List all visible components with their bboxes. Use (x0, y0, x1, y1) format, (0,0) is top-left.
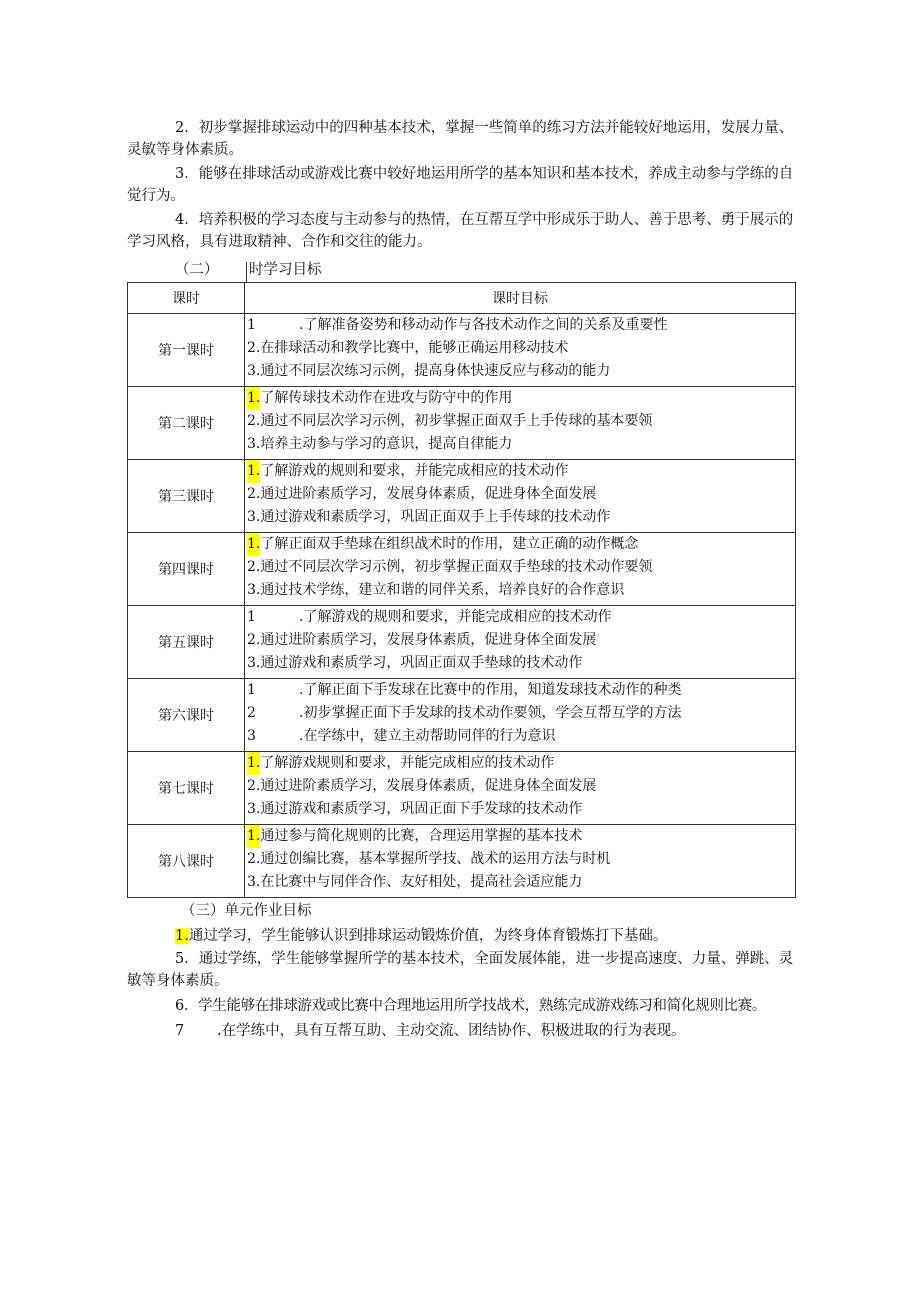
goal-item (247, 871, 795, 894)
table-row (128, 533, 796, 606)
goals-cell (245, 679, 796, 752)
goal-item-number: 3. (247, 655, 261, 671)
goal-item (247, 433, 795, 456)
goal-item-text: 通过游戏和素质学习，巩固正面下手发球的技术动作 (260, 801, 583, 817)
goals-cell (245, 752, 796, 825)
goal-item (247, 483, 795, 506)
goal-item (247, 752, 795, 775)
goal-item-text: 通过不同层次学习示例，初步掌握正面双手垫球的技术动作要领 (260, 559, 653, 575)
section-3-title: （三）单元作业目标 (181, 903, 312, 919)
goal-item (247, 825, 795, 848)
goal-item (247, 314, 795, 337)
goal-item-text: .初步掌握正面下手发球的技术动作要领，学会互帮互学的方法 (299, 705, 682, 721)
goal-item (247, 775, 795, 798)
goal-item-number: 1. (247, 460, 260, 483)
goal-item-text: .在学练中，建立主动帮助同伴的行为意识 (299, 728, 556, 744)
lesson-cell: 第三课时 (128, 460, 245, 533)
goals-cell (245, 460, 796, 533)
section-2-number: （二） (175, 262, 219, 278)
goal-item-number: 2. (247, 340, 261, 356)
goal-item-text: 通过进阶素质学习，发展身体素质，促进身体全面发展 (260, 632, 597, 648)
goal-item-number: 2. (247, 413, 261, 429)
goal-item-number: 2. (247, 778, 261, 794)
goals-cell (245, 314, 796, 387)
goal-item (247, 533, 795, 556)
goal-item-number: 1. (247, 533, 260, 556)
table-header-row (128, 283, 796, 314)
intro-paragraph-2: 2．初步掌握排球运动中的四种基本技术，掌握一些简单的练习方法并能较好地运用，发展力量、灵敏等身体素质。 (127, 120, 794, 158)
goal-item (247, 798, 795, 821)
goal-item (247, 506, 795, 529)
goal-item-text: 通过游戏和素质学习，巩固正面双手上手传球的技术动作 (260, 509, 611, 525)
goal-item (247, 387, 795, 410)
goal-item-text: 通过技术学练，建立和谐的同伴关系，培养良好的合作意识 (260, 582, 625, 598)
homework-goal-6: 6．学生能够在排球游戏或比赛中合理地运用所学技战术，熟练完成游戏练习和简化规则比赛。 (175, 998, 767, 1014)
goal-item-text: 在排球活动和教学比赛中，能够正确运用移动技术 (260, 340, 569, 356)
table-row (128, 679, 796, 752)
goal-item-number: 1 (247, 682, 256, 698)
goals-cell (245, 533, 796, 606)
table-row (128, 460, 796, 533)
section-2-divider (246, 262, 247, 282)
lesson-cell: 第二课时 (128, 387, 245, 460)
lesson-cell: 第七课时 (128, 752, 245, 825)
goal-item-number: 2. (247, 559, 261, 575)
intro-paragraph-4: 4．培养积极的学习态度与主动参与的热情，在互帮互学中形成乐于助人、善于思考、勇于展示的学习风格，具有进取精神、合作和交往的能力。 (127, 212, 794, 250)
lesson-cell: 第五课时 (128, 606, 245, 679)
goal-item-text: 了解游戏规则和要求，并能完成相应的技术动作 (260, 755, 555, 771)
homework-goal-1-text: 通过学习，学生能够认识到排球运动锻炼价值，为终身体育锻炼打下基础。 (188, 928, 668, 944)
goal-item (247, 337, 795, 360)
goal-item-number: 1 (247, 609, 256, 625)
intro-paragraph-3: 3．能够在排球活动或游戏比赛中较好地运用所学的基本知识和基本技术，养成主动参与学练的自觉行为。 (127, 166, 794, 204)
homework-goal-1-number: 1. (175, 928, 189, 944)
goal-item-number: 3. (247, 582, 261, 598)
table-row (128, 606, 796, 679)
goal-item-text: 在比赛中与同伴合作、友好相处，提高社会适应能力 (260, 874, 583, 890)
lesson-goals-table (127, 282, 796, 898)
homework-goal-7-number: 7 (175, 1023, 185, 1039)
homework-goal-5: 5．通过学练，学生能够掌握所学的基本技术，全面发展体能，进一步提高速度、力量、弹跳、灵敏等身体素质。 (127, 951, 794, 989)
goal-item-text: 通过不同层次学习示例，初步掌握正面双手上手传球的基本要领 (260, 413, 653, 429)
goal-item-number: 2. (247, 632, 261, 648)
goal-item-text: .了解正面下手发球在比赛中的作用，知道发球技术动作的种类 (299, 682, 682, 698)
goal-item-number: 1. (247, 825, 260, 848)
goal-item-text: 通过不同层次练习示例，提高身体快速反应与移动的能力 (260, 363, 611, 379)
homework-goal-7 (175, 1020, 845, 1042)
goal-item-text: .了解准备姿势和移动动作与各技术动作之间的关系及重要性 (299, 317, 668, 333)
goal-item (247, 360, 795, 383)
goal-item-text: 通过参与简化规则的比赛，合理运用掌握的基本技术 (260, 828, 583, 844)
goal-item-text: 了解正面双手垫球在组织战术时的作用，建立正确的动作概念 (260, 536, 639, 552)
goal-item (247, 652, 795, 675)
table-row (128, 825, 796, 898)
header-lesson: 课时 (128, 283, 245, 314)
goals-cell (245, 825, 796, 898)
goal-item-number: 3. (247, 436, 261, 452)
goal-item-number: 2. (247, 851, 261, 867)
goal-item-text: 了解游戏的规则和要求，并能完成相应的技术动作 (260, 463, 569, 479)
goal-item (247, 579, 795, 602)
goal-item-number: 3. (247, 874, 261, 890)
goal-item (247, 848, 795, 871)
goal-item-number: 1 (247, 317, 256, 333)
homework-goal-1 (175, 925, 845, 947)
goal-item-text: .了解游戏的规则和要求，并能完成相应的技术动作 (299, 609, 612, 625)
goal-item (247, 725, 795, 748)
lesson-cell: 第八课时 (128, 825, 245, 898)
goal-item (247, 606, 795, 629)
goal-item (247, 460, 795, 483)
table-row (128, 752, 796, 825)
goal-item-text: 通过进阶素质学习，发展身体素质，促进身体全面发展 (260, 778, 597, 794)
goal-item (247, 629, 795, 652)
header-goals: 课时目标 (245, 283, 796, 314)
table-row (128, 387, 796, 460)
goal-item-number: 3. (247, 509, 261, 525)
goal-item-number: 3 (247, 728, 256, 744)
goal-item-text: 通过游戏和素质学习，巩固正面双手垫球的技术动作 (260, 655, 583, 671)
goal-item-number: 2 (247, 705, 256, 721)
goal-item-number: 2. (247, 486, 261, 502)
goal-item-number: 3. (247, 801, 261, 817)
goal-item (247, 679, 795, 702)
goal-item (247, 702, 795, 725)
lesson-cell: 第六课时 (128, 679, 245, 752)
goal-item-number: 1. (247, 387, 260, 410)
homework-goal-7-text: .在学练中，具有互帮互助、主动交流、团结协作、积极进取的行为表现。 (217, 1023, 686, 1039)
goal-item (247, 410, 795, 433)
table-row (128, 314, 796, 387)
goal-item-text: 培养主动参与学习的意识，提高自律能力 (260, 436, 513, 452)
section-2-title: 时学习目标 (249, 262, 322, 278)
goal-item-text: 通过创编比赛，基本掌握所学技、战术的运用方法与时机 (260, 851, 611, 867)
goals-cell (245, 387, 796, 460)
goal-item-text: 通过进阶素质学习，发展身体素质，促进身体全面发展 (260, 486, 597, 502)
goal-item-text: 了解传球技术动作在进攻与防守中的作用 (260, 390, 513, 406)
goal-item (247, 556, 795, 579)
goals-cell (245, 606, 796, 679)
goal-item-number: 1. (247, 752, 260, 775)
lesson-cell: 第一课时 (128, 314, 245, 387)
lesson-cell: 第四课时 (128, 533, 245, 606)
goal-item-number: 3. (247, 363, 261, 379)
